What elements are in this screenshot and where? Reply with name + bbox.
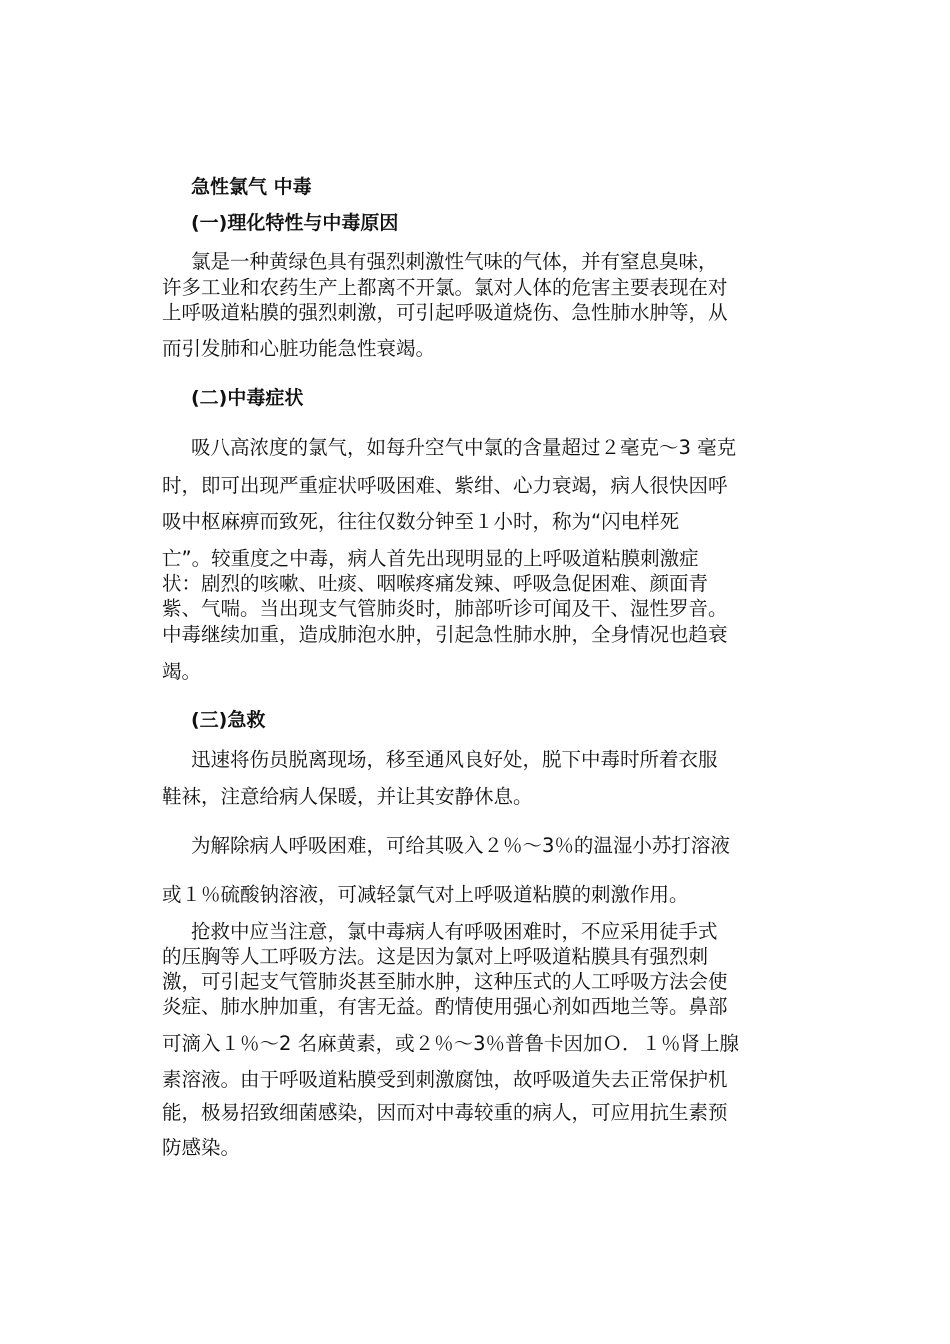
text-line: 中毒继续加重，造成肺泡水肿，引起急性肺水肿，全身情况也趋衰 bbox=[162, 623, 728, 646]
text-line: 吸中枢麻痹而致死，往往仅数分钟至１小时，称为“闪电样死 bbox=[162, 510, 680, 533]
text-line: 而引发肺和心脏功能急性衰竭。 bbox=[162, 337, 436, 360]
text-line: 抢救中应当注意，氯中毒病人有呼吸困难时，不应采用徒手式 bbox=[191, 920, 718, 943]
section-heading-2: (二)中毒症状 bbox=[191, 387, 304, 409]
section-heading-1: (一)理化特性与中毒原因 bbox=[191, 212, 399, 234]
text-line: 激，可引起支气管肺炎甚至肺水肿，这种压式的人工呼吸方法会使 bbox=[162, 970, 728, 993]
text-line: 可滴入１％～2 名麻黄素，或２％～3％普鲁卡因加Ｏ．１％肾上腺 bbox=[162, 1032, 740, 1055]
text-line: 紫、气喘。当出现支气管肺炎时，肺部听诊可闻及干、湿性罗音。 bbox=[162, 597, 728, 620]
text-line: 吸八高浓度的氯气，如每升空气中氯的含量超过２毫克～3 毫克 bbox=[191, 436, 737, 459]
text-line: 防感染。 bbox=[162, 1136, 241, 1159]
text-line: 或１％硫酸钠溶液，可减轻氯气对上呼吸道粘膜的刺激作用。 bbox=[162, 883, 689, 906]
text-line: 为解除病人呼吸困难，可给其吸入２％～3％的温湿小苏打溶液 bbox=[191, 834, 730, 857]
text-line: 竭。 bbox=[162, 660, 202, 683]
text-line: 炎症、肺水肿加重，有害无益。酌情使用强心剂如西地兰等。鼻部 bbox=[162, 995, 728, 1018]
text-line: 时，即可出现严重症状呼吸困难、紫绀、心力衰竭，病人很快因呼 bbox=[162, 474, 728, 497]
text-line: 的压胸等人工呼吸方法。这是因为氯对上呼吸道粘膜具有强烈刺 bbox=[162, 945, 709, 968]
text-line: 素溶液。由于呼吸道粘膜受到刺激腐蚀，故呼吸道失去正常保护机 bbox=[162, 1068, 728, 1091]
text-line: 迅速将伤员脱离现场，移至通风良好处，脱下中毒时所着衣服 bbox=[191, 748, 718, 771]
text-line: 能，极易招致细菌感染，因而对中毒较重的病人，可应用抗生素预 bbox=[162, 1101, 728, 1124]
text-line: 鞋袜，注意给病人保暖，并让其安静休息。 bbox=[162, 785, 533, 808]
text-line: 状：剧烈的咳嗽、吐痰、咽喉疼痛发辣、呼吸急促困难、颜面青 bbox=[162, 572, 709, 595]
document-title: 急性氯气 中毒 bbox=[191, 176, 312, 198]
text-line: 亡”。较重度之中毒，病人首先出现明显的上呼吸道粘膜刺激症 bbox=[162, 547, 699, 570]
text-line: 许多工业和农药生产上都离不开氯。氯对人体的危害主要表现在对 bbox=[162, 276, 728, 299]
text-line: 氯是一种黄绿色具有强烈刺激性气味的气体，并有窒息臭味， bbox=[191, 250, 718, 273]
text-line: 上呼吸道粘膜的强烈刺激，可引起呼吸道烧伤、急性肺水肿等，从 bbox=[162, 301, 728, 324]
section-heading-3: (三)急救 bbox=[191, 709, 266, 731]
